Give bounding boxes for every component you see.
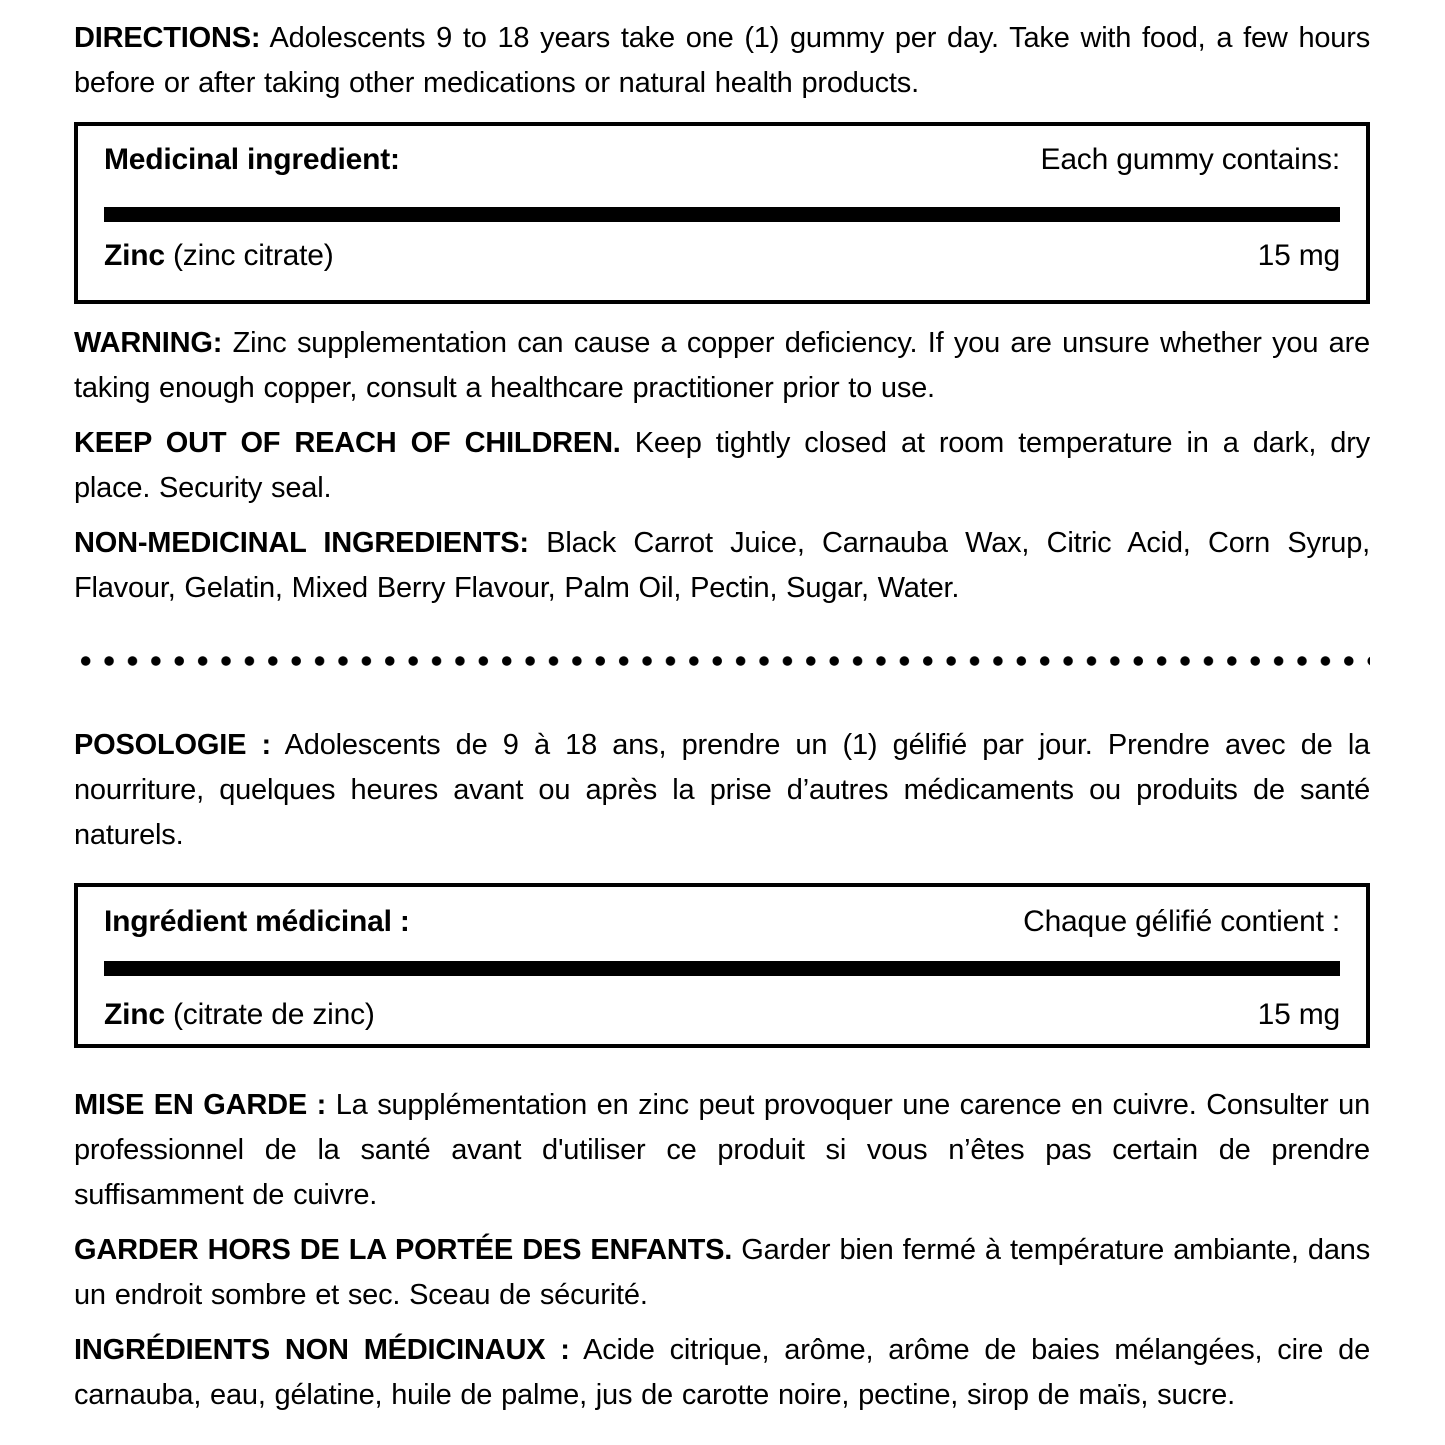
ingredients-non-medicinaux-label: INGRÉDIENTS NON MÉDICINAUX : [74,1334,570,1366]
medicinal-ingredient-table-fr [74,883,1370,1048]
non-medicinal-ingredients-label: NON-MEDICINAL INGREDIENTS: [74,527,529,559]
medicinal-ingredient-table-en [74,122,1370,304]
mise-en-garde-text: La supplémentation en zinc peut provoquer une carence en cuivre. Consulter un professionnel de la santé avant d'utiliser ce produit si vous n’êtes pas certain de prendre suffisamment de cuivre. [74,1089,1370,1211]
garder-hors-label: GARDER HORS DE LA PORTÉE DES ENFANTS. [74,1234,733,1266]
table-en-header-row [104,137,1340,182]
table-en-ingredient-cell [104,233,334,278]
table-en-ingredient-amount: 15 mg [1257,239,1340,272]
directions-paragraph [74,16,1370,106]
directions-text: Adolescents 9 to 18 years take one (1) gummy per day. Take with food, a few hours before or after taking other medications or natural health products. [74,22,1370,99]
table-fr-header-right: Chaque gélifié contient : [1023,905,1340,938]
mise-en-garde-label: MISE EN GARDE : [74,1089,327,1121]
table-fr-ingredient-name: Zinc [104,998,165,1031]
directions-label: DIRECTIONS: [74,22,261,54]
warning-label: WARNING: [74,327,223,359]
table-fr-header-left: Ingrédient médicinal : [104,905,410,938]
table-en-header-right: Each gummy contains: [1040,143,1340,176]
non-medicinal-ingredients-paragraph [74,521,1370,611]
garder-hors-text: Garder bien fermé à température ambiante, dans un endroit sombre et sec. Sceau de sécurité. [74,1234,1370,1311]
table-fr-divider-rule [104,961,1340,976]
warning-text: Zinc supplementation can cause a copper deficiency. If you are unsure whether you are taking enough copper, consult a healthcare practitioner prior to use. [74,327,1370,404]
keep-out-of-reach-label: KEEP OUT OF REACH OF CHILDREN. [74,427,621,459]
table-fr-header-row [104,899,1340,944]
garder-hors-paragraph [74,1228,1370,1318]
posologie-paragraph [74,723,1370,858]
posologie-text: Adolescents de 9 à 18 ans, prendre un (1) gélifié par jour. Prendre avec de la nourriture, quelques heures avant ou après la prise d’autres médicaments ou produits de santé naturels. [74,729,1370,851]
dotted-section-divider [74,655,1370,667]
ingredients-non-medicinaux-paragraph [74,1328,1370,1418]
table-en-ingredient-form: (zinc citrate) [173,239,334,272]
table-en-ingredient-name: Zinc [104,239,165,272]
keep-out-of-reach-text: Keep tightly closed at room temperature in a dark, dry place. Security seal. [74,427,1370,504]
table-fr-ingredient-cell [104,992,375,1037]
posologie-label: POSOLOGIE : [74,729,271,761]
warning-paragraph [74,321,1370,411]
table-en-ingredient-row [104,233,1340,278]
ingredients-non-medicinaux-text: Acide citrique, arôme, arôme de baies mélangées, cire de carnauba, eau, gélatine, huile de palme, jus de carotte noire, pectine, sirop de maïs, sucre. [74,1334,1371,1411]
table-fr-ingredient-amount: 15 mg [1257,998,1340,1031]
table-fr-ingredient-form: (citrate de zinc) [173,998,375,1031]
table-en-divider-rule [104,207,1340,222]
non-medicinal-ingredients-text: Black Carrot Juice, Carnauba Wax, Citric Acid, Corn Syrup, Flavour, Gelatin, Mixed Berry Flavour, Palm Oil, Pectin, Sugar, Water. [74,527,1370,604]
table-fr-ingredient-row [104,992,1340,1037]
mise-en-garde-paragraph [74,1083,1370,1218]
table-en-header-left: Medicinal ingredient: [104,143,400,176]
keep-out-of-reach-paragraph [74,421,1370,511]
